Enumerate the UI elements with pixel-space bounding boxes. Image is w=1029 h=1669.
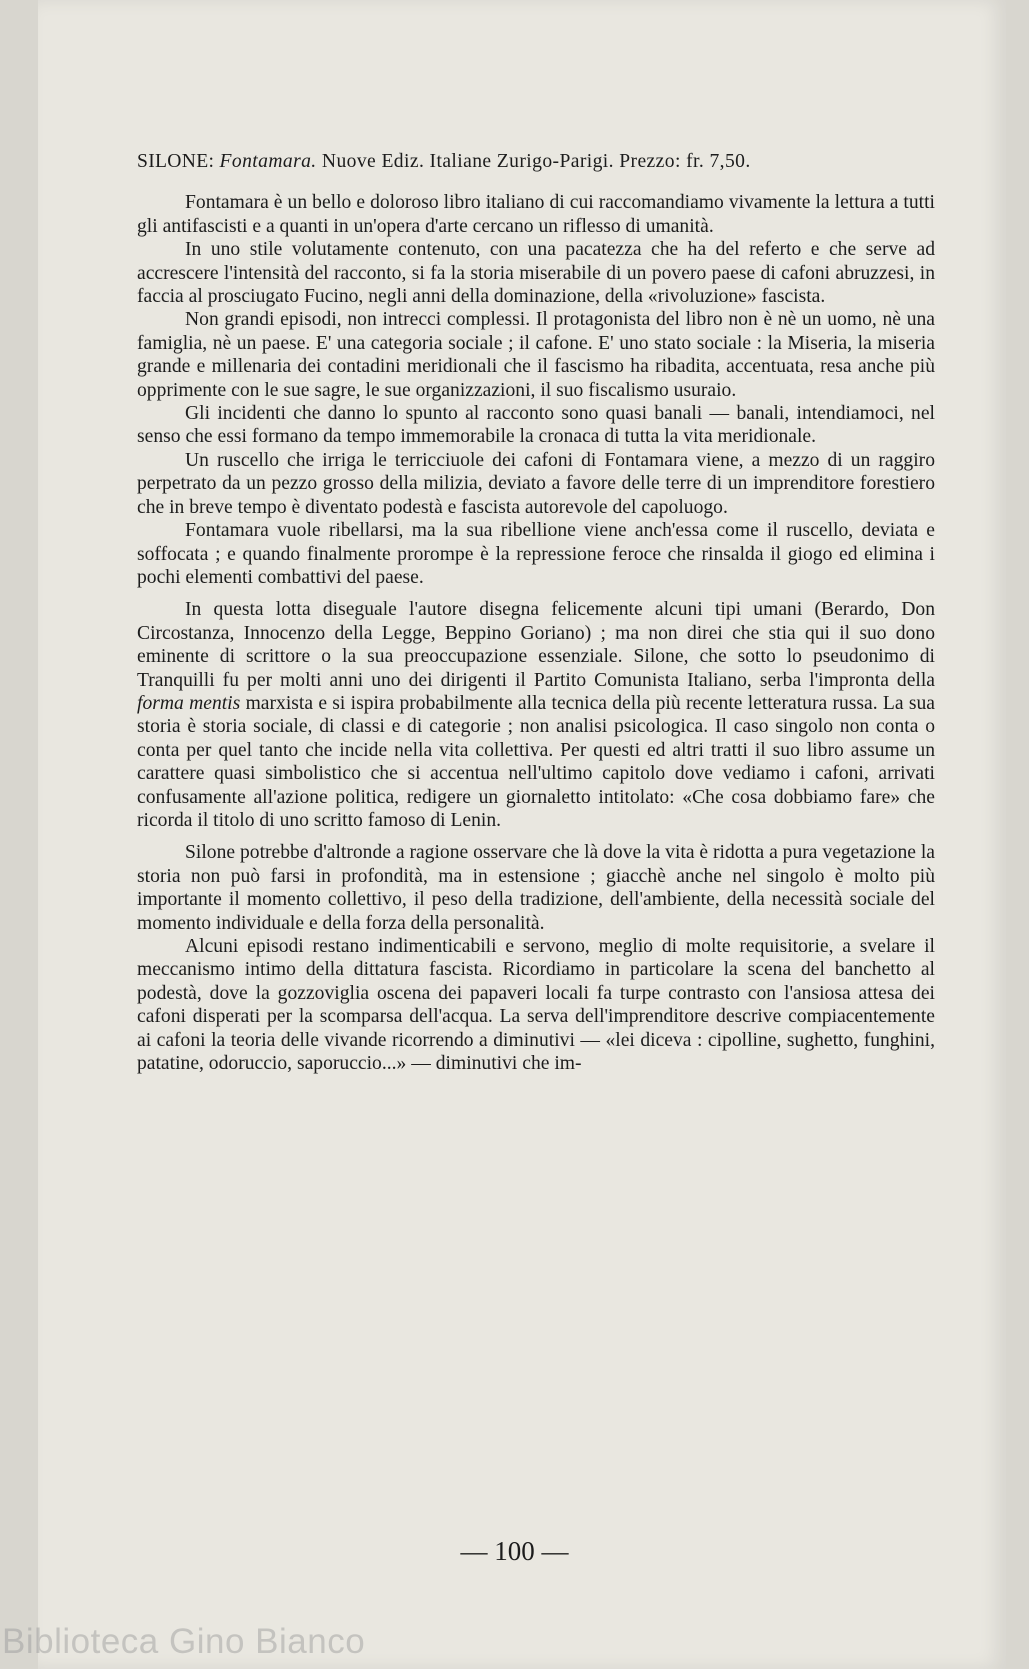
paragraph: [137, 598, 935, 832]
page-number: — 100 —: [460, 1536, 569, 1566]
paragraph: Un ruscello che irriga le terricciuole dei cafoni di Fontamara viene, a mezzo di un raggiro perpetrato da un pezzo grosso della milizia, deviato a favore delle terre di un imprenditore forestiero che in breve tempo è diventato podestà e fascista autorevole del capoluogo.: [137, 449, 935, 518]
paragraph: Non grandi episodi, non intrecci complessi. Il protagonista del libro non è nè un uomo, nè una famiglia, nè un paese. E' una categoria sociale ; il cafone. E' uno stato sociale : la Miseria, la miseria grande e millenaria dei contadini meridionali che il fascismo ha ribadita, accentuata, resa anche più opprimente con le sue sagre, le sue organizzazioni, il suo fiscalismo usuraio.: [137, 309, 935, 401]
paragraph-text: marxista e si ispira probabilmente alla tecnica della più recente letteratura russa. La sua storia è storia sociale, di classi e di categorie ; non analisi psicologica. Il caso singolo non conta o conta per quel tanto che incide nella vita collettiva. Per questi ed altri tratti il suo libro assume un carattere quasi simbolistico che si accentua nell'ultimo capitolo dove vediamo i cafoni, arrivati confusamente all'azione politica, redigere un giornaletto intitolato: «Che cosa dobbiamo fare» che ricorda il titolo di uno scritto famoso di Lenin.: [137, 692, 935, 831]
review-heading: [137, 150, 935, 173]
paragraph: In uno stile volutamente contenuto, con una pacatezza che ha del referto e che serve ad accrescere l'intensità del racconto, si fa la storia miserabile di un povero paese di cafoni abruzzesi, in faccia al prosciugato Fucino, negli anni della dominazione, della «rivoluzione» fascista.: [137, 239, 935, 308]
paragraph: Alcuni episodi restano indimenticabili e servono, meglio di molte requisitorie, a svelare il meccanismo intimo della dittatura fascista. Ricordiamo in particolare la scena del banchetto al podestà, dove la gozzoviglia oscena dei papaveri locali fa turpe contrasto con l'ansiosa attesa dei cafoni disperati per la scomparsa dell'acqua. La serva dell'imprenditore descrive compiacentemente ai cafoni la teoria delle vivande ricorrendo a diminutivi — «lei diceva : cipolline, sughetto, funghini, patatine, odoruccio, saporuccio...» — diminutivi che im-: [137, 936, 935, 1075]
author-name: SILONE:: [137, 151, 215, 172]
paragraph-text: In questa lotta diseguale l'autore disegna felicemente alcuni tipi umani (Berardo, Don Circostanza, Innocenzo della Legge, Beppino Goriano) ; ma non direi che stia qui il suo dono eminente di scrittore o la sua preoccupazione essenziale. Silone, che sotto lo pseudonimo di Tranquilli fu per molti anni uno dei dirigenti il Partito Comunista Italiano, serba l'impronta della: [137, 599, 935, 691]
publisher-info: Nuove Ediz. Italiane Zurigo-Parigi. Prezzo: fr. 7,50.: [321, 151, 751, 172]
book-title: Fontamara.: [219, 151, 317, 172]
review-column: [137, 150, 935, 1075]
paragraph: Fontamara vuole ribellarsi, ma la sua ribellione viene anch'essa come il ruscello, deviata e soffocata ; e quando finalmente prorompe è la repressione feroce che rinsalda il giogo ed elimina i pochi elementi combattivi del paese.: [137, 520, 935, 588]
paragraph: Silone potrebbe d'altronde a ragione osservare che là dove la vita è ridotta a pura vegetazione la storia non può farsi in profondità, ma in estensione ; giacchè anche nel singolo è molto più importante il momento collettivo, il peso della tradizione, dell'ambiente, della necessità sociale del momento individuale e della forza della personalità.: [137, 842, 935, 934]
paragraph: Gli incidenti che danno lo spunto al racconto sono quasi banali — banali, intendiamoci, nel senso che essi formano da tempo immemorabile la cronaca di tutta la vita meridionale.: [137, 403, 935, 448]
library-watermark: Biblioteca Gino Bianco: [2, 1622, 366, 1661]
italic-phrase: forma mentis: [137, 692, 241, 714]
paragraph: Fontamara è un bello e doloroso libro italiano di cui raccomandiamo vivamente la lettura a tutti gli antifascisti e a quanti in un'opera d'arte cercano un riflesso di umanità.: [137, 192, 935, 237]
